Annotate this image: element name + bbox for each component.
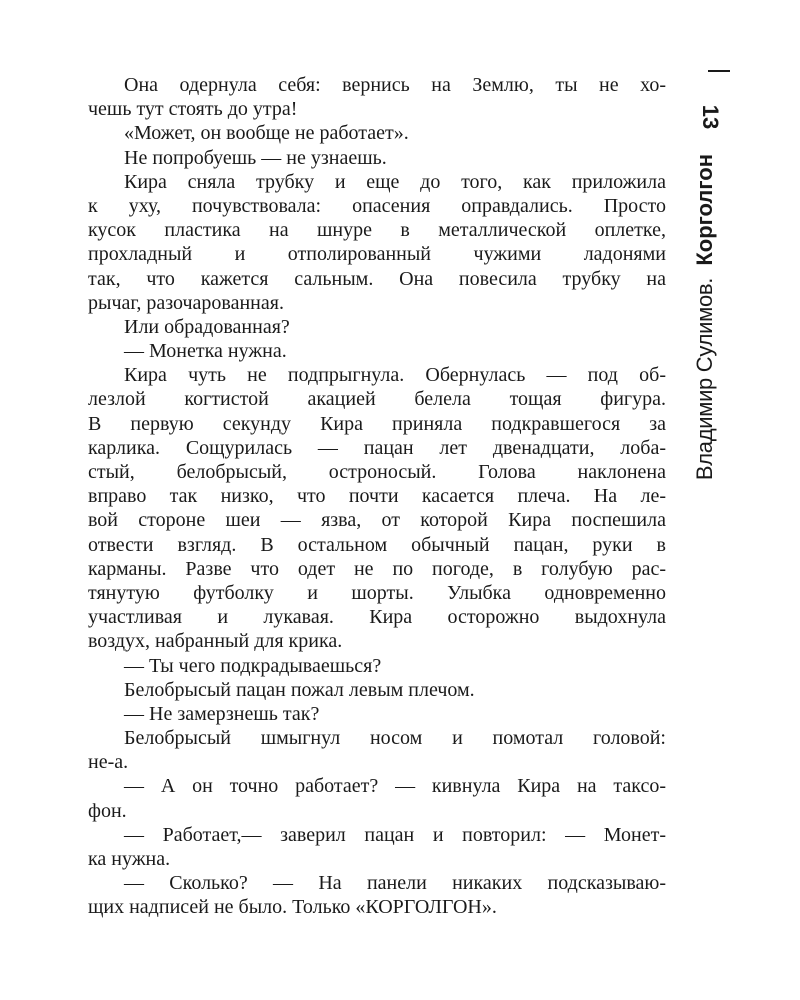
text-line: вой стороне шеи — язва, от которой Кира поспешила xyxy=(88,509,666,532)
text-line: карлика. Сощурилась — пацан лет двенадцати, лоба- xyxy=(88,436,666,459)
text-line: ка нужна. xyxy=(88,848,171,870)
text-line: так, что кажется сальным. Она повесила трубку на xyxy=(88,267,666,290)
text-line: фон. xyxy=(88,799,127,822)
text-line: отвести взгляд. В остальном обычный пацан, руки в xyxy=(88,533,666,556)
text-line: участливая и лукавая. Кира осторожно выдохнула xyxy=(88,606,666,629)
text-line: щих надписей не было. Только «КОРГОЛГОН». xyxy=(88,896,497,919)
running-head-author: Владимир Сулимов. xyxy=(692,277,717,481)
text-line: к уху, почувствовала: опасения оправдались. Просто xyxy=(88,194,666,217)
text-line: Белобрысый пацан пожал левым плечом. xyxy=(124,678,475,701)
text-line: лезлой когтистой акацией белела тощая фигура. xyxy=(88,388,666,411)
text-line: стый, белобрысый, остроносый. Голова наклонена xyxy=(88,461,666,483)
text-line: — Не замерзнешь так? xyxy=(124,702,320,725)
text-line: — Монетка нужна. xyxy=(124,340,287,363)
text-line: тянутую футболку и шорты. Улыбка одновременно xyxy=(88,581,666,604)
text-line: Она одернула себя: вернись на Землю, ты не хо- xyxy=(124,74,666,96)
text-line: Или обрадованная? xyxy=(124,315,290,338)
text-line: В первую секунду Кира приняла подкравшегося за xyxy=(88,412,666,435)
text-line: Белобрысый шмыгнул носом и помотал головой: xyxy=(124,727,666,750)
text-line: вправо так низко, что почти касается плеча. На ле- xyxy=(88,485,666,508)
running-head xyxy=(690,154,720,524)
text-line: — Сколько? — На панели никаких подсказываю- xyxy=(124,872,666,895)
text-line: кусок пластика на шнуре в металлической оплетке, xyxy=(88,219,666,242)
body-text xyxy=(88,73,666,920)
text-line: Не попробуешь — не узнаешь. xyxy=(124,146,387,169)
text-line: не-а. xyxy=(88,751,129,774)
text-line: карманы. Разве что одет не по погоде, в голубую рас- xyxy=(88,557,666,580)
text-line: воздух, набранный для крика. xyxy=(88,630,343,653)
page-number: 13 xyxy=(698,104,723,130)
text-line: — А он точно работает? — кивнула Кира на таксо- xyxy=(124,775,666,798)
text-line: — Ты чего подкрадываешься? xyxy=(124,654,382,677)
text-line: — Работает,— заверил пацан и повторил: — Монет- xyxy=(124,823,666,846)
margin-rule xyxy=(708,70,730,72)
text-line: Кира чуть не подпрыгнула. Обернулась — под об- xyxy=(124,364,666,387)
text-line: прохладный и отполированный чужими ладонями xyxy=(88,243,666,266)
text-line: «Может, он вообще не работает». xyxy=(124,122,409,145)
text-line: чешь тут стоять до утра! xyxy=(88,98,298,121)
text-line: рычаг, разочарованная. xyxy=(88,291,284,314)
running-head-title: Корголгон xyxy=(692,154,717,266)
text-line: Кира сняла трубку и еще до того, как приложила xyxy=(124,170,666,193)
